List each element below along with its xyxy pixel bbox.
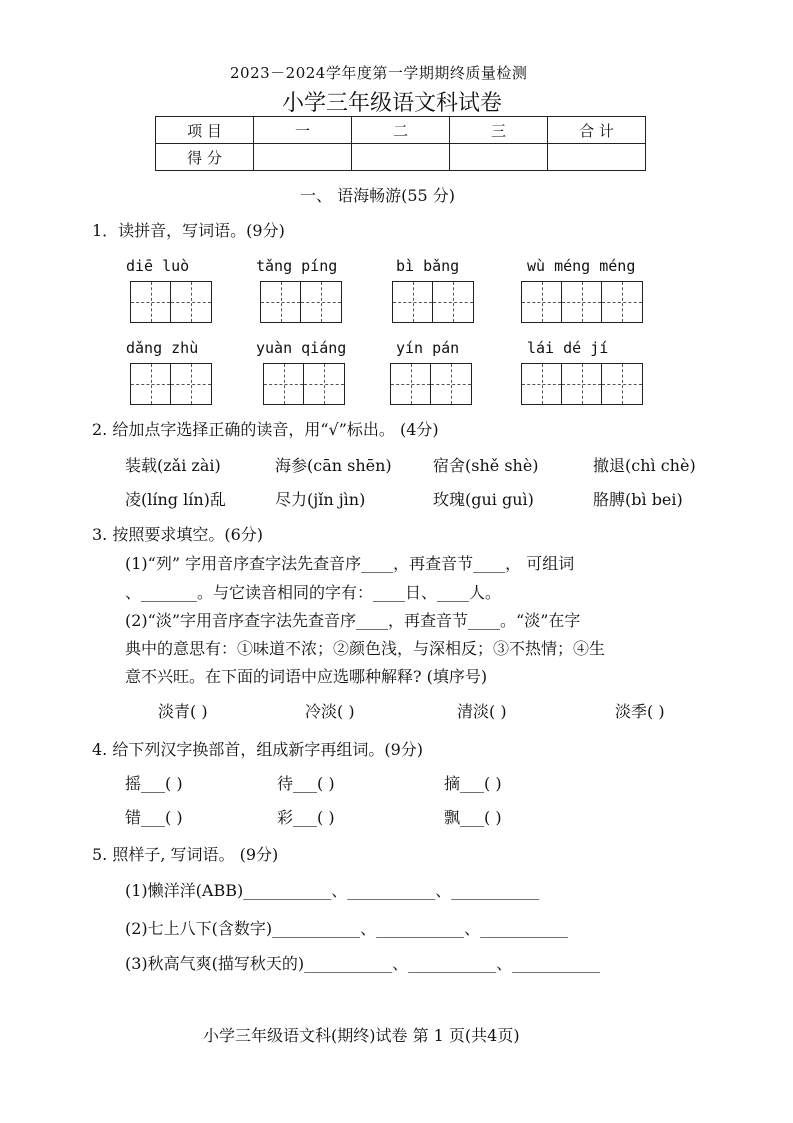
score-header-cell: 项 目	[156, 117, 254, 144]
writing-grid[interactable]	[260, 281, 342, 323]
grid-cell[interactable]	[433, 282, 473, 322]
grid-cell[interactable]	[261, 282, 301, 322]
radical-answer-blank[interactable]: 错___( )	[125, 808, 183, 827]
pinyin-label: bì bǎng	[396, 257, 460, 275]
pronunciation-option[interactable]: 装载(zǎi zài)	[125, 456, 221, 475]
pronunciation-option[interactable]: 玫瑰(gui guì)	[433, 490, 534, 509]
grid-cell[interactable]	[304, 364, 344, 404]
grid-cell[interactable]	[264, 364, 304, 404]
grid-cell[interactable]	[171, 364, 211, 404]
pronunciation-option[interactable]: 宿舍(shě shè)	[433, 456, 539, 475]
writing-grid[interactable]	[263, 363, 345, 405]
grid-cell[interactable]	[131, 282, 171, 322]
grid-cell[interactable]	[391, 364, 431, 404]
score-header-cell: 三	[450, 117, 548, 144]
radical-answer-blank[interactable]: 摇___( )	[125, 774, 183, 793]
score-cell[interactable]	[450, 144, 548, 171]
question-5-title: 5. 照样子, 写词语。 (9分)	[92, 845, 279, 864]
grid-cell[interactable]	[602, 364, 642, 404]
pronunciation-option[interactable]: 尽力(jǐn jìn)	[275, 490, 366, 509]
grid-cell[interactable]	[562, 282, 602, 322]
radical-answer-blank[interactable]: 彩___( )	[277, 808, 335, 827]
score-cell[interactable]	[352, 144, 450, 171]
pinyin-label: tǎng píng	[256, 257, 338, 275]
section-one-title: 一、 语海畅游(55 分)	[300, 186, 456, 205]
grid-cell[interactable]	[301, 282, 341, 322]
meaning-answer-blank[interactable]: 冷淡( )	[305, 702, 355, 721]
pinyin-label: dǎng zhù	[126, 339, 199, 357]
score-table	[155, 116, 646, 171]
pinyin-label: yín pán	[396, 339, 460, 357]
writing-grid[interactable]	[521, 363, 643, 405]
grid-cell[interactable]	[602, 282, 642, 322]
writing-grid[interactable]	[130, 281, 212, 323]
meaning-answer-blank[interactable]: 淡季( )	[615, 702, 665, 721]
question-3-text: (1)“列” 字用音序查字法先查音序____，再查音节____， 可组词	[125, 554, 575, 573]
score-row-label: 得 分	[156, 144, 254, 171]
score-cell[interactable]	[254, 144, 352, 171]
page-footer: 小学三年级语文科(期终)试卷 第 1 页(共4页)	[203, 1026, 520, 1045]
question-3-title: 3. 按照要求填空。(6分)	[92, 525, 264, 544]
grid-cell[interactable]	[562, 364, 602, 404]
pinyin-label: diē luò	[126, 257, 190, 275]
grid-cell[interactable]	[393, 282, 433, 322]
writing-grid[interactable]	[521, 281, 643, 323]
score-header-cell: 二	[352, 117, 450, 144]
pinyin-label: yuàn qiáng	[256, 339, 347, 357]
pinyin-label: lái dé jí	[527, 339, 609, 357]
question-2-title: 2. 给加点字选择正确的读音，用“√”标出。 (4分)	[92, 420, 439, 439]
grid-cell[interactable]	[171, 282, 211, 322]
question-1-title: 1．读拼音，写词语。(9分)	[92, 221, 285, 240]
pronunciation-option[interactable]: 凌(líng lín)乱	[125, 490, 226, 509]
meaning-answer-blank[interactable]: 淡青( )	[158, 702, 208, 721]
writing-grid[interactable]	[130, 363, 212, 405]
pronunciation-option[interactable]: 海参(cān shēn)	[275, 456, 392, 475]
question-3-text: 意不兴旺。在下面的词语中应选哪种解释? (填序号)	[125, 667, 488, 686]
question-3-text: 典中的意思有：①味道不浓；②颜色浅，与深相反；③不热情；④生	[125, 639, 606, 658]
grid-cell[interactable]	[522, 364, 562, 404]
grid-cell[interactable]	[131, 364, 171, 404]
grid-cell[interactable]	[431, 364, 471, 404]
grid-cell[interactable]	[522, 282, 562, 322]
score-cell[interactable]	[548, 144, 646, 171]
score-table-score-row	[156, 144, 646, 171]
pronunciation-option[interactable]: 撤退(chì chè)	[593, 456, 696, 475]
question-3-text: (2)“淡”字用音序查字法先查音序____，再查音节____。“淡”在字	[125, 611, 581, 630]
score-table-header-row	[156, 117, 646, 144]
writing-grid[interactable]	[392, 281, 474, 323]
question-3-text: 、_______。与它读音相同的字有：____日、____人。	[125, 583, 502, 602]
radical-answer-blank[interactable]: 待___( )	[277, 774, 335, 793]
exam-title: 小学三年级语文科试卷	[282, 91, 503, 116]
score-header-cell: 一	[254, 117, 352, 144]
meaning-answer-blank[interactable]: 清淡( )	[457, 702, 507, 721]
word-answer-line[interactable]: (2)七上八下(含数字)___________、___________、___________	[125, 919, 569, 938]
word-answer-line[interactable]: (3)秋高气爽(描写秋天的)___________、___________、___________	[125, 954, 601, 973]
word-answer-line[interactable]: (1)懒洋洋(ABB)___________、___________、___________	[125, 881, 540, 900]
radical-answer-blank[interactable]: 摘___( )	[444, 774, 502, 793]
writing-grid[interactable]	[390, 363, 472, 405]
pronunciation-option[interactable]: 胳膊(bì bei)	[593, 490, 683, 509]
score-header-cell: 合 计	[548, 117, 646, 144]
exam-subtitle: 2023－2024学年度第一学期期终质量检测	[230, 64, 528, 82]
question-4-title: 4. 给下列汉字换部首，组成新字再组词。(9分)	[92, 740, 424, 759]
pinyin-label: wù méng méng	[527, 257, 636, 275]
radical-answer-blank[interactable]: 飘___( )	[444, 808, 502, 827]
